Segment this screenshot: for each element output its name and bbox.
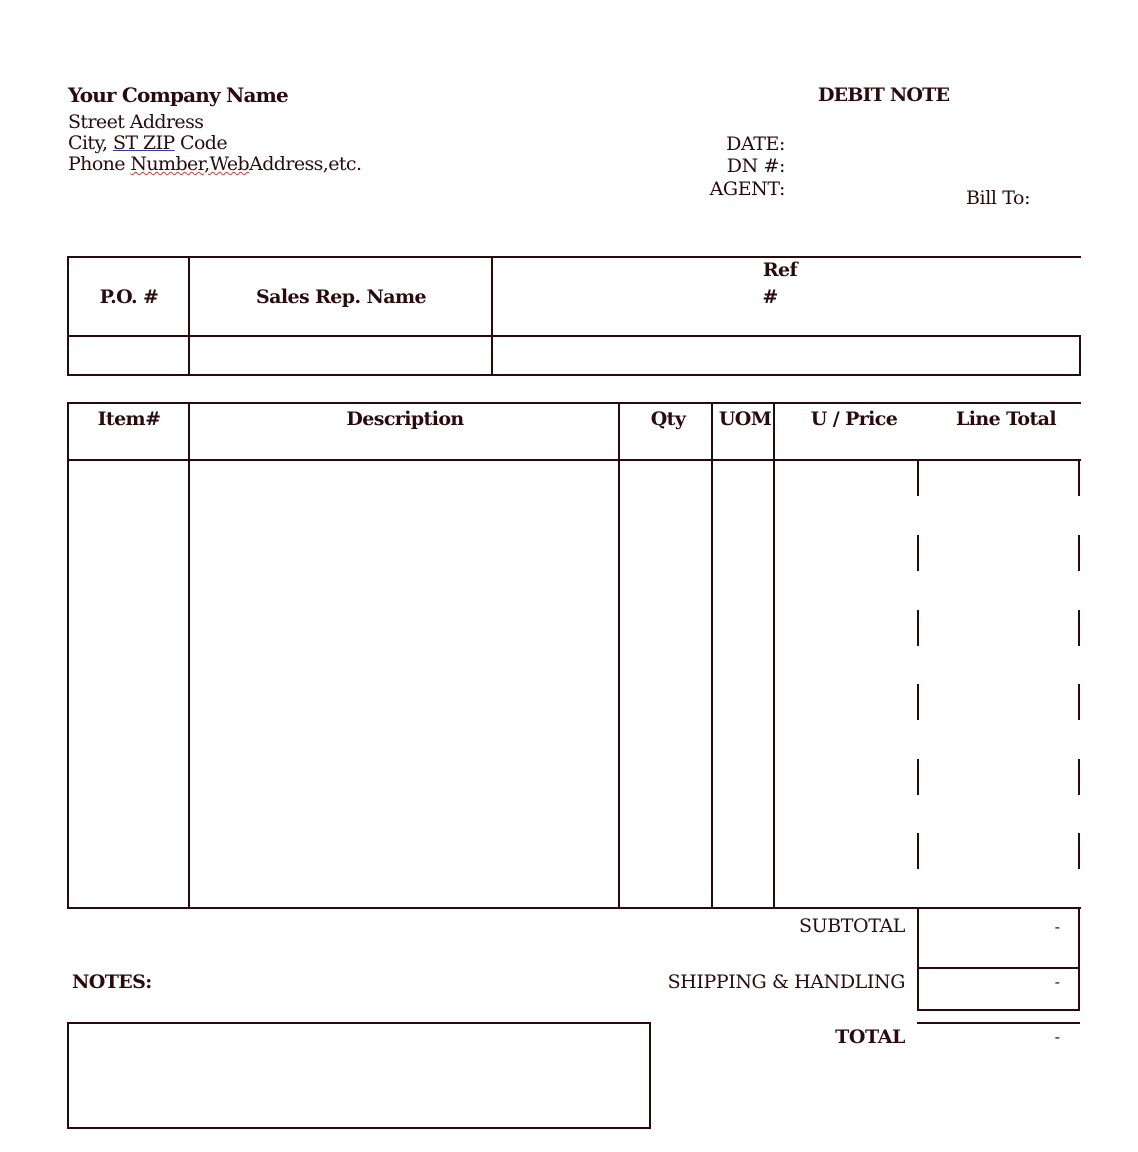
items-table-divider	[711, 402, 713, 909]
date-label: DATE:	[726, 133, 785, 155]
line-total-dashed-border	[917, 759, 919, 795]
agent-field[interactable]	[792, 178, 942, 200]
ref-table-divider	[491, 256, 493, 376]
line-total-dashed-border	[917, 833, 919, 869]
dn-label: DN #:	[726, 155, 785, 177]
agent-label: AGENT:	[709, 178, 785, 200]
sales-rep-name-field[interactable]	[191, 338, 490, 374]
line-total-dashed-border	[917, 684, 919, 720]
city-prefix: City,	[68, 132, 113, 154]
header-unit-price: U / Price	[810, 408, 898, 430]
shipping-handling-label: SHIPPING & HANDLING	[667, 971, 905, 993]
items-table-top-border	[67, 402, 1081, 404]
qty-column[interactable]	[621, 462, 710, 906]
header-line-total: Line Total	[955, 408, 1057, 430]
line-total-column[interactable]	[920, 462, 1077, 906]
items-table-divider	[188, 402, 190, 909]
date-field[interactable]	[792, 133, 942, 155]
header-uom: UOM	[718, 408, 772, 430]
line-total-dashed-border	[917, 535, 919, 571]
uom-column[interactable]	[714, 462, 772, 906]
item-number-column[interactable]	[70, 462, 187, 906]
ref-table-divider	[188, 256, 190, 376]
header-qty: Qty	[650, 408, 686, 430]
phone-suffix: Address,etc.	[249, 153, 362, 175]
line-total-dashed-border	[917, 610, 919, 646]
total-value: -	[1054, 1027, 1060, 1046]
ref-number-field[interactable]	[494, 338, 1078, 374]
header-ref-hash: #	[762, 286, 778, 308]
line-total-dashed-border	[1078, 759, 1080, 795]
header-item-number: Item#	[97, 408, 161, 430]
total-line	[917, 1022, 1080, 1024]
description-column[interactable]	[191, 462, 617, 906]
bill-to-label: Bill To:	[966, 187, 1031, 209]
header-description: Description	[346, 408, 464, 430]
phone-prefix: Phone	[68, 153, 131, 175]
items-table-divider	[618, 402, 620, 909]
line-total-dashed-border	[1078, 460, 1080, 496]
city-st-zip: ST ZIP	[112, 132, 175, 154]
line-total-dashed-border	[1078, 535, 1080, 571]
header-po-number: P.O. #	[99, 286, 159, 308]
street-address: Street Address	[68, 111, 204, 133]
notes-label: NOTES:	[72, 971, 152, 993]
phone-underlined: Number,Web	[130, 153, 250, 175]
po-number-field[interactable]	[70, 338, 187, 374]
ref-table-header-border	[67, 335, 1081, 337]
items-table-bottom-border	[67, 907, 1081, 909]
phone-line	[68, 154, 361, 175]
city-line	[68, 133, 227, 154]
notes-box[interactable]	[67, 1022, 651, 1129]
items-table-divider	[773, 402, 775, 909]
items-table-left-border	[67, 402, 69, 909]
totals-divider	[917, 967, 1080, 969]
subtotal-label: SUBTOTAL	[798, 915, 905, 937]
city-suffix: Code	[174, 132, 228, 154]
totals-box-right-border	[1078, 907, 1080, 1011]
ref-table-right-border	[1079, 335, 1081, 376]
line-total-dashed-border	[1078, 833, 1080, 869]
line-total-dashed-border	[917, 460, 919, 496]
dn-field[interactable]	[792, 155, 942, 177]
subtotal-value: -	[1054, 917, 1060, 936]
document-title: DEBIT NOTE	[818, 84, 950, 106]
total-label: TOTAL	[835, 1026, 905, 1048]
ref-table-left-border	[67, 256, 69, 376]
ref-table-bottom-border	[67, 374, 1081, 376]
line-total-dashed-border	[1078, 610, 1080, 646]
line-total-dashed-border	[1078, 684, 1080, 720]
items-table-header-border	[67, 459, 1081, 461]
ref-table-top-border	[67, 256, 1081, 258]
totals-box-bottom-border	[917, 1009, 1080, 1011]
header-ref: Ref	[762, 259, 798, 281]
company-name: Your Company Name	[68, 83, 288, 107]
header-sales-rep-name: Sales Rep. Name	[256, 286, 426, 308]
unit-price-column[interactable]	[776, 462, 916, 906]
shipping-handling-value: -	[1054, 972, 1060, 991]
totals-box-left-border	[917, 907, 919, 1011]
